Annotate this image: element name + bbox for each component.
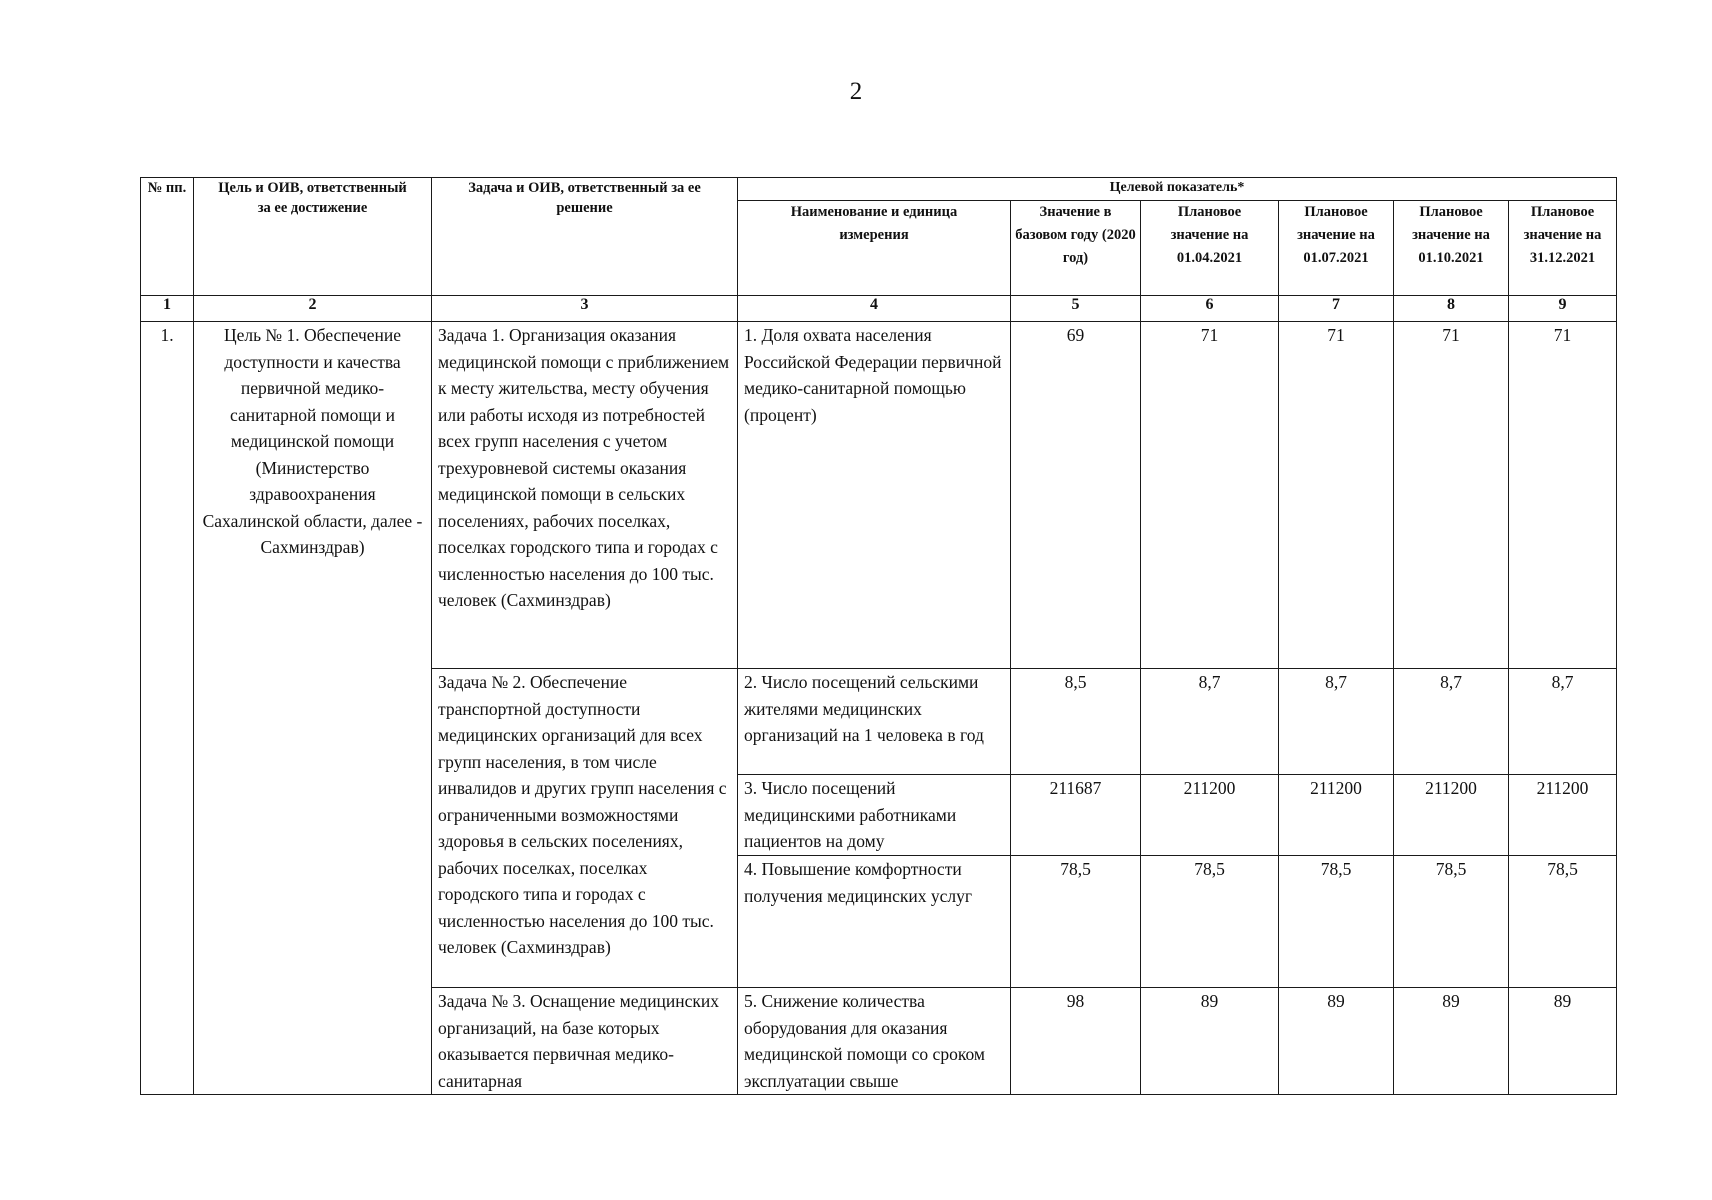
indicator-value: 98 bbox=[1011, 988, 1141, 1095]
indicator-value: 211200 bbox=[1279, 775, 1394, 856]
indicator-value: 89 bbox=[1279, 988, 1394, 1095]
indicator-value: 8,7 bbox=[1394, 669, 1509, 775]
col-number: 8 bbox=[1394, 296, 1509, 322]
indicator-name: 2. Число посещений сельскими жителями медицинских организаций на 1 человека в год bbox=[738, 669, 1011, 775]
task-cell: Задача № 2. Обеспечение транспортной доступности медицинских организаций для всех групп населения, в том числе инвалидов и других групп населения с ограниченными возможностями здоровья в сельских поселениях, рабочих поселках, поселках городского типа и городах с численностью населения до 100 тыс. человек (Сахминздрав) bbox=[432, 669, 738, 988]
col-number: 1 bbox=[141, 296, 194, 322]
col-number: 5 bbox=[1011, 296, 1141, 322]
header-plan-0104: Плановое значение на 01.04.2021 bbox=[1141, 201, 1279, 296]
indicator-value: 89 bbox=[1509, 988, 1617, 1095]
indicator-value: 89 bbox=[1141, 988, 1279, 1095]
indicator-value: 211200 bbox=[1141, 775, 1279, 856]
indicator-value: 69 bbox=[1011, 322, 1141, 669]
indicator-value: 78,5 bbox=[1509, 856, 1617, 988]
indicator-value: 8,5 bbox=[1011, 669, 1141, 775]
header-plan-0110: Плановое значение на 01.10.2021 bbox=[1394, 201, 1509, 296]
indicator-value: 211200 bbox=[1509, 775, 1617, 856]
indicator-name: 5. Снижение количества оборудования для оказания медицинской помощи со сроком эксплуатации свыше bbox=[738, 988, 1011, 1095]
indicator-value: 71 bbox=[1279, 322, 1394, 669]
indicator-value: 8,7 bbox=[1509, 669, 1617, 775]
goal-cell: Цель № 1. Обеспечение доступности и качества первичной медико-санитарной помощи и медицинской помощи (Министерство здравоохранения Сахалинской области, далее - Сахминздрав) bbox=[194, 322, 432, 1095]
indicator-value: 8,7 bbox=[1141, 669, 1279, 775]
indicator-name: 4. Повышение комфортности получения медицинских услуг bbox=[738, 856, 1011, 988]
task-cell: Задача № 3. Оснащение медицинских организаций, на базе которых оказывается первичная медико-санитарная bbox=[432, 988, 738, 1095]
table-row bbox=[141, 322, 1617, 669]
indicator-value: 78,5 bbox=[1011, 856, 1141, 988]
col-number: 7 bbox=[1279, 296, 1394, 322]
indicator-value: 71 bbox=[1394, 322, 1509, 669]
header-task: Задача и ОИВ, ответственный за ее решение bbox=[432, 178, 738, 296]
indicator-value: 8,7 bbox=[1279, 669, 1394, 775]
indicator-value: 71 bbox=[1509, 322, 1617, 669]
col-number: 2 bbox=[194, 296, 432, 322]
header-no: № пп. bbox=[141, 178, 194, 296]
header-plan-0107: Плановое значение на 01.07.2021 bbox=[1279, 201, 1394, 296]
col-number: 4 bbox=[738, 296, 1011, 322]
task-cell: Задача 1. Организация оказания медицинской помощи с приближением к месту жительства, месту обучения или работы исходя из потребностей всех групп населения с учетом трехуровневой системы оказания медицинской помощи в сельских поселениях, рабочих поселках, поселках городского типа и городах с численностью населения до 100 тыс. человек (Сахминздрав) bbox=[432, 322, 738, 669]
indicator-name: 1. Доля охвата населения Российской Федерации первичной медико-санитарной помощью (процент) bbox=[738, 322, 1011, 669]
indicator-value: 211687 bbox=[1011, 775, 1141, 856]
header-goal: Цель и ОИВ, ответственный за ее достижение bbox=[194, 178, 432, 296]
indicator-value: 78,5 bbox=[1394, 856, 1509, 988]
col-number: 6 bbox=[1141, 296, 1279, 322]
indicator-name: 3. Число посещений медицинскими работниками пациентов на дому bbox=[738, 775, 1011, 856]
indicator-value: 71 bbox=[1141, 322, 1279, 669]
page-number: 2 bbox=[849, 78, 863, 105]
indicator-value: 89 bbox=[1394, 988, 1509, 1095]
col-number: 9 bbox=[1509, 296, 1617, 322]
header-base-value: Значение в базовом году (2020 год) bbox=[1011, 201, 1141, 296]
row-number: 1. bbox=[141, 322, 194, 1095]
indicator-value: 78,5 bbox=[1141, 856, 1279, 988]
target-indicators-table bbox=[140, 177, 1617, 1095]
col-number: 3 bbox=[432, 296, 738, 322]
header-plan-3112: Плановое значение на 31.12.2021 bbox=[1509, 201, 1617, 296]
indicator-value: 78,5 bbox=[1279, 856, 1394, 988]
header-target-indicator: Целевой показатель* bbox=[738, 178, 1617, 201]
indicator-value: 211200 bbox=[1394, 775, 1509, 856]
header-indicator-name: Наименование и единица измерения bbox=[738, 201, 1011, 296]
